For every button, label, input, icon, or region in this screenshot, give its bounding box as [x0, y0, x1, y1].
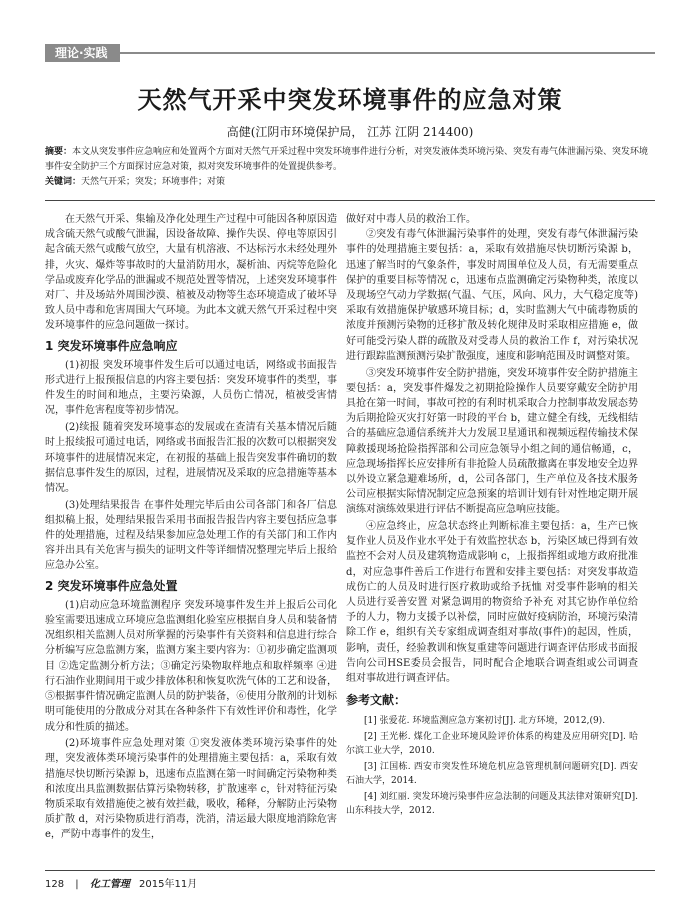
section-1-heading: 1 突发环境事件应急响应 [45, 338, 178, 353]
reference-item: [1] 张爱花. 环境监测应急方案初讨[J]. 北方环境，2012,(9). [364, 715, 606, 726]
paragraph-safety-protection: ③突发环境事件安全防护措施，突发环境事件安全防护措施主要包括：a，突发事件爆发之初期抢险操作人员要穿戴安全防护用具抢在第一时间，事故可控的有利时机采取合力控制事故发展态势为后期抢险灭灾打好第一时段的平台 b，建立健全有线，无线相结合的基础应急通信系统并大力发展卫星通讯和视频远程传输技术保障救援现场抢险指挥部和公司应急领导小组之间的通信畅通，c，应急现场指挥长应安排所有非抢险人员疏散撤离在事发地安全边界以外设立紧急避难场所，d，公司各部门，生产单位及各技术服务公司应根据实际情况制定应急预案的培训计划有针对性地定期开展演练对演练效果进行评估不断提高应急响应技能。 [346, 367, 638, 516]
section-2-heading: 2 突发环境事件应急处置 [45, 578, 178, 593]
issue-date: 2015年11月 [139, 879, 198, 890]
paragraph-initial-report: (1)初报 突发环境事件发生后可以通过电话，网络或书面报告形式进行上报预报信息的内容主要包括：突发环境事件的类型，事件发生的时间和地点，主要污染源，人员伤亡情况，植被受害情况，事件危害程度等初步情况。 [45, 359, 337, 417]
article-title: 天然气开采中突发环境事件的应急对策 [137, 86, 563, 114]
keywords-text: 天然气开采；突发；环境事件；对策 [81, 177, 226, 187]
paragraph-liquid-pollution: (2)环境事件应急处理对策 ①突发液体类环境污染事件的处理，突发液体类环境污染事件的处理措施主要包括：a，采取有效措施尽快切断污染源 b，迅速布点监测在第一时间确定污染物种类和浓度出具监测数据估算污染物转移，扩散速率 c，针对特征污染物质采取有效措施使之被有效拦截，吸收，稀释，分解防止污染物质扩散 d，对污染物质进行消毒，洗消，清运最大限度地消除危害 e，严防中毒事件的发生， [45, 738, 337, 841]
paragraph-result-report: (3)处理结果报告 在事件处理完毕后由公司各部门和各厂信息组拟稿上报，处理结果报告采用书面报告报告内容主要包括应急事件的处理措施，过程及结果参加应急处理工作的有关部门和工作内容并出具有关危害与损失的证明文件等详细情况整理完毕后上报给应急办公室。 [45, 499, 337, 572]
right-column [346, 212, 638, 820]
page-number: 128 [45, 879, 65, 890]
section-tag-rule [120, 52, 655, 54]
keywords-label: 关键词： [45, 177, 82, 187]
abstract-text: 本文从突发事件应急响应和处置两个方面对天然气开采过程中突发环境事件进行分析，对突发液体类环境污染、突发有毒气体泄漏污染、突发环境事件安全防护三个方面探讨应急对策，拟对突发环境事件的处置提供参考。 [45, 147, 649, 172]
abstract-divider [45, 200, 655, 201]
paragraph-emergency-termination: ④应急终止，应急状态终止判断标准主要包括：a，生产已恢复作业人员及作业水平处于有效监控状态 b，污染区域已得到有效监控不会对人员及建筑物造成影响 c，上报指挥组或地方政府批准 d，对应急事件善后工作进行布置和安排主要包括：对突发事故造成伤亡的人员及时进行医疗救助或给予抚恤 对受事件影响的相关人员进行妥善安置 对紧急调用的物资给予补充 对其它协作单位给予的人力，物力支援予以补偿，同时应做好疫病防治，环境污染清除工作 e，组织有关专家组成调查组对事故(事件)的起因，性质，影响，责任，经验教训和恢复重建等问题进行调查评估形成书面报告向公司HSE委员会报告，同时配合企地联合调查组或公司调查组对事故进行调查评估。 [346, 521, 638, 685]
intro-paragraph: 在天然气开采、集输及净化处理生产过程中可能因各种原因造成含硫天然气或酸气泄漏，因设备故障、操作失误、停电等原因引起含硫天然气或酸气放空，大量有机溶液、不达标污水未经处理外排，火灾、爆炸等事故时的大量消防用水，凝析油、丙烷等危险化学品或废弃化学品的泄漏或不规范处置等情况，上述突发环境事件对厂、井及场站外周围沙漠、植被及动物等生态环境造成了破坏导致人员中毒和危害周围大气环境。为此本文就天然气开采过程中突发环境事件的应急问题做一探讨。 [45, 214, 337, 332]
references-heading: 参考文献： [346, 693, 407, 708]
reference-item: [4] 刘红丽. 突发环境污染事件应急法制的问题及其法律对策研究[D]. 山东科技大学，2012. [346, 791, 638, 816]
keywords [45, 175, 655, 190]
article-author: 高健(江阴市环境保护局， 江苏 江阴 214400) [226, 125, 474, 139]
abstract [45, 145, 655, 175]
reference-item: [2] 王光彬. 煤化工企业环境风险评价体系的构建及应用研究[D]. 哈尔滨工业大学，2010. [346, 731, 638, 756]
journal-name: 化工管理 [89, 879, 130, 890]
section-tag: 理论·实践 [45, 44, 120, 62]
abstract-block [45, 145, 655, 190]
paragraph-monitoring: (1)启动应急环境监测程序 突发环境事件发生并上报后公司化验室需要迅速成立环境应急监测组化验室应根据自身人员和装备情况组织相关监测人员对所掌握的污染事件有关资料和信息进行综合分析编写应急监测方案，监测方案主要内容为：①初步确定监测项目 ②选定监测分析方法；③确定污染物取样地点和取样频率 ④进行石油作业期间用干或少排放体积和恢复吹洗气体的工艺和设备，⑤根据事件情况确定监测人员的防护装备，⑥使用分散剂的计划标明可能使用的分散成分对其在各种条件下有效性评价和毒性，化学成分和性质的描述。 [45, 599, 337, 733]
left-column [45, 212, 337, 844]
references-list [346, 714, 638, 818]
abstract-label: 摘要： [45, 147, 73, 157]
paragraph-follow-up-report: (2)续报 随着突发环境事态的发展或在查清有关基本情况后随时上报续报可通过电话，网络或书面报告汇报的次数可以根据突发环境事件的进展情况来定，在初报的基础上报告突发事件确切的数据信息事件发生的原因，过程，进展情况及采取的应急措施等基本情况。 [45, 422, 337, 494]
paragraph-continuation: 做好对中毒人员的救治工作。 [346, 214, 476, 225]
page-footer [45, 870, 655, 890]
paragraph-gas-leak: ②突发有毒气体泄漏污染事件的处理，突发有毒气体泄漏污染事件的处理措施主要包括：a，采取有效措施尽快切断污染源 b，迅速了解当时的气象条件，事发时周围单位及人员，有无需要重点保护的重要目标等情况 c，迅速布点监测确定污染物种类，浓度以及现场空气动力学数据(气温、气压，风向、风力，大气稳定度等)采取有效措施保护敏感环境目标；d，实时监测大气中硫毒物质的浓度并预测污染物的迁移扩散及转化规律及时采取相应措施 e，做好可能受污染人群的疏散及对受毒人员的救治工作 f，对污染状况进行跟踪监测预测污染扩散强度，速度和影响范围及时调整对策。 [346, 229, 638, 362]
footer-separator: | [75, 879, 79, 890]
reference-item: [3] 江国栋. 西安市突发性环境危机应急管理机制问题研究[D]. 西安石油大学，2014. [346, 761, 638, 786]
